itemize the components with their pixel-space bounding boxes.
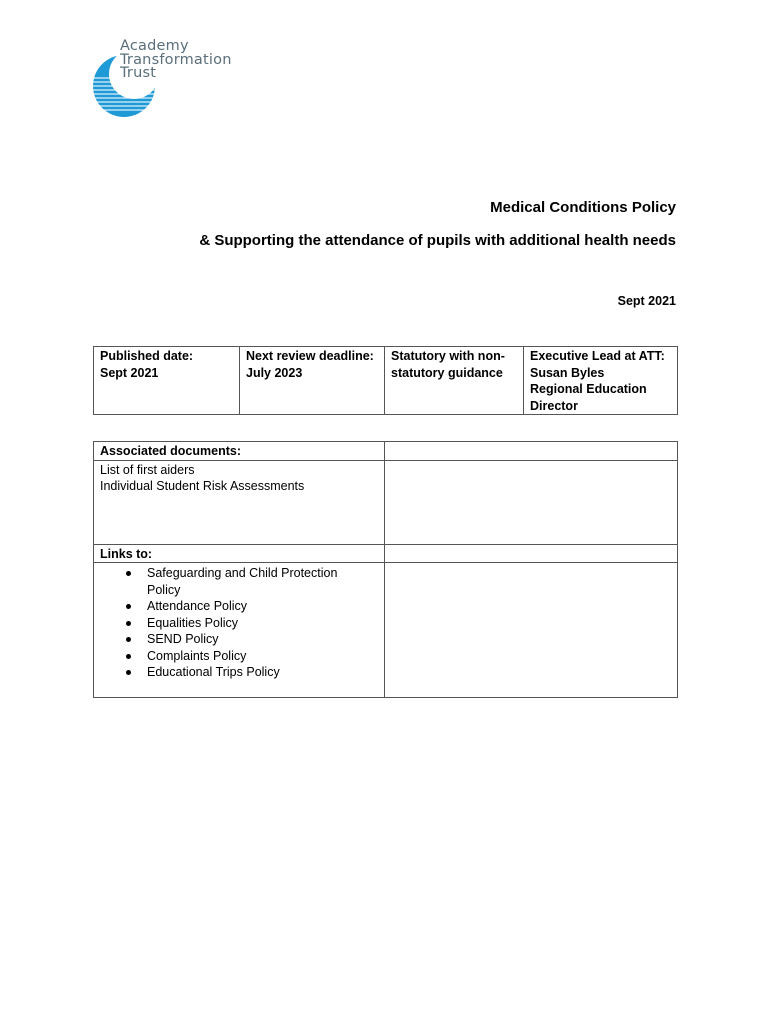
logo-line-2: Transformation <box>120 51 232 68</box>
links-header-empty-cell <box>385 544 678 563</box>
document-title: Medical Conditions Policy <box>490 199 676 216</box>
linked-policies-list <box>100 565 378 681</box>
linked-policy-item: Complaints Policy <box>147 648 378 665</box>
linked-policy-item: Safeguarding and Child Protection Policy <box>147 565 347 598</box>
associated-header-empty-cell <box>385 442 678 461</box>
executive-lead-cell <box>524 347 678 415</box>
related-documents-table <box>93 441 678 698</box>
associated-header-row <box>94 442 678 461</box>
associated-body-empty-cell <box>385 460 678 544</box>
associated-body-row <box>94 460 678 544</box>
logo-line-3: Trust <box>120 65 157 81</box>
linked-policy-item: Equalities Policy <box>147 615 378 632</box>
associated-document-item: Individual Student Risk Assessments <box>100 479 305 493</box>
executive-lead-role-line-1: Regional Education <box>530 382 647 396</box>
linked-policy-item: SEND Policy <box>147 631 378 648</box>
linked-policies-cell <box>94 563 385 698</box>
review-deadline-cell <box>240 347 385 415</box>
statutory-guidance-line-2: statutory guidance <box>391 365 503 380</box>
links-header-row <box>94 544 678 563</box>
review-deadline-value: July 2023 <box>246 365 303 380</box>
linked-policy-item: Attendance Policy <box>147 598 378 615</box>
academy-transformation-trust-logo <box>92 40 242 122</box>
linked-policy-item: Educational Trips Policy <box>147 664 378 681</box>
statutory-guidance-line-1: Statutory with non- <box>391 349 505 363</box>
associated-documents-list <box>94 460 385 544</box>
links-to-header: Links to: <box>94 544 385 563</box>
statutory-guidance-cell <box>385 347 524 415</box>
logo-line-1: Academy <box>120 38 189 54</box>
executive-lead-role-line-2: Director <box>530 398 578 413</box>
published-date-cell <box>94 347 240 415</box>
published-date-value: Sept 2021 <box>100 365 159 380</box>
metadata-row <box>94 347 678 415</box>
document-date: Sept 2021 <box>617 294 676 308</box>
associated-document-item: List of first aiders <box>100 462 195 477</box>
executive-lead-name: Susan Byles <box>530 365 605 380</box>
links-body-empty-cell <box>385 563 678 698</box>
document-subtitle: & Supporting the attendance of pupils with additional health needs <box>199 232 676 249</box>
review-deadline-label: Next review deadline: <box>246 349 374 363</box>
links-body-row <box>94 563 678 698</box>
associated-documents-header: Associated documents: <box>94 442 385 461</box>
executive-lead-label: Executive Lead at ATT: <box>530 349 665 363</box>
policy-metadata-table <box>93 346 678 415</box>
logo-wordmark <box>120 40 232 81</box>
published-date-label: Published date: <box>100 349 194 363</box>
